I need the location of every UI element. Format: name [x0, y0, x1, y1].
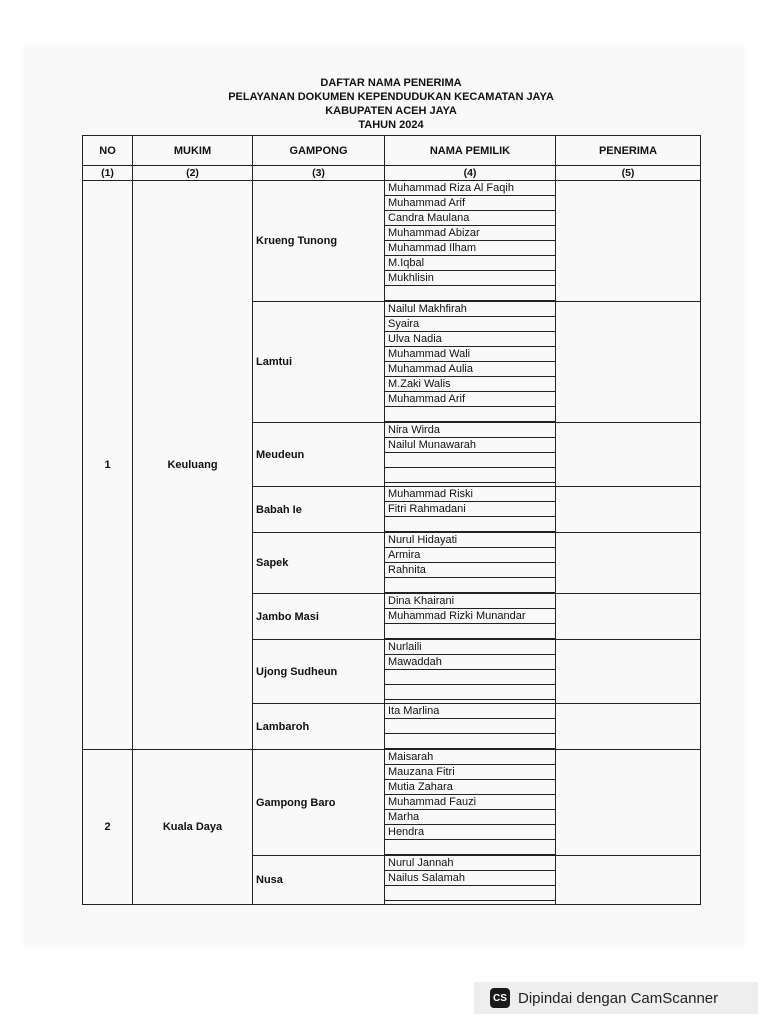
- owner-name-list: [385, 302, 555, 422]
- owner-name: Mawaddah: [385, 655, 555, 670]
- owner-name: Nailus Salamah: [385, 871, 555, 886]
- recipient-cell: [556, 423, 701, 487]
- owner-names-cell: [385, 533, 556, 594]
- column-number: (2): [133, 166, 253, 181]
- recipient-cell: [556, 594, 701, 640]
- owner-names-cell: [385, 302, 556, 423]
- owner-name: Syaira: [385, 317, 555, 332]
- owner-name-blank-line: [385, 624, 555, 639]
- recipient-cell: [556, 750, 701, 856]
- owner-name-list: [385, 750, 555, 855]
- owner-name-list: [385, 533, 555, 593]
- camscanner-watermark: [474, 982, 758, 1014]
- owner-name-blank-line: [385, 719, 555, 734]
- owner-name: Armira: [385, 548, 555, 563]
- owner-name: Mutia Zahara: [385, 780, 555, 795]
- mukim-name: Keuluang: [133, 181, 253, 750]
- camscanner-logo-icon: CS: [490, 988, 510, 1008]
- recipient-cell: [556, 856, 701, 905]
- mukim-name: Kuala Daya: [133, 750, 253, 905]
- header-title: DAFTAR NAMA PENERIMA: [320, 77, 462, 89]
- owner-name: Nailul Munawarah: [385, 438, 555, 453]
- gampong-name: Meudeun: [253, 423, 385, 487]
- owner-name: Nira Wirda: [385, 423, 555, 438]
- gampong-row: [83, 750, 701, 856]
- owner-name-blank-line: [385, 670, 555, 685]
- camscanner-text: Dipindai dengan CamScanner: [518, 989, 719, 1007]
- column-number: (1): [83, 166, 133, 181]
- gampong-row: [83, 181, 701, 302]
- owner-name-blank-line: [385, 453, 555, 468]
- owner-name: Maisarah: [385, 750, 555, 765]
- owner-name-blank-line: [385, 517, 555, 532]
- header-regency: KABUPATEN ACEH JAYA: [325, 105, 457, 117]
- column-number: (3): [253, 166, 385, 181]
- gampong-name: Sapek: [253, 533, 385, 594]
- recipient-cell: [556, 640, 701, 704]
- owner-names-cell: [385, 704, 556, 750]
- column-header-mukim: MUKIM: [133, 136, 253, 166]
- owner-names-cell: [385, 594, 556, 640]
- owner-name-blank-line: [385, 407, 555, 422]
- column-header-no: NO: [83, 136, 133, 166]
- owner-name-blank-line: [385, 286, 555, 301]
- owner-name: Muhammad Riza Al Faqih: [385, 181, 555, 196]
- mukim-number: 1: [83, 181, 133, 750]
- gampong-name: Nusa: [253, 856, 385, 905]
- owner-name: Mauzana Fitri: [385, 765, 555, 780]
- owner-name-blank-line: [385, 886, 555, 901]
- owner-name: Marha: [385, 810, 555, 825]
- owner-name-blank-line: [385, 734, 555, 749]
- header-subtitle: PELAYANAN DOKUMEN KEPENDUDUKAN KECAMATAN JAYA: [228, 91, 554, 103]
- owner-name: Rahnita: [385, 563, 555, 578]
- owner-name-blank-line: [385, 468, 555, 483]
- owner-name: M.Iqbal: [385, 256, 555, 271]
- owner-name-list: [385, 423, 555, 483]
- owner-name-list: [385, 487, 555, 532]
- owner-names-cell: [385, 487, 556, 533]
- mukim-number: 2: [83, 750, 133, 905]
- owner-name: Muhammad Wali: [385, 347, 555, 362]
- owner-name: M.Zaki Walis: [385, 377, 555, 392]
- owner-name: Ulva Nadia: [385, 332, 555, 347]
- column-header-row: [83, 136, 701, 166]
- owner-name: Muhammad Fauzi: [385, 795, 555, 810]
- column-header-penerima: PENERIMA: [556, 136, 701, 166]
- owner-names-cell: [385, 640, 556, 704]
- gampong-name: Lambaroh: [253, 704, 385, 750]
- owner-name-list: [385, 594, 555, 639]
- gampong-name: Krueng Tunong: [253, 181, 385, 302]
- owner-name: Muhammad Aulia: [385, 362, 555, 377]
- owner-name: Nurul Jannah: [385, 856, 555, 871]
- recipient-table: [82, 135, 701, 905]
- owner-name: Mukhlisin: [385, 271, 555, 286]
- recipient-cell: [556, 533, 701, 594]
- owner-names-cell: [385, 423, 556, 487]
- owner-name: Nurlaili: [385, 640, 555, 655]
- owner-name-list: [385, 856, 555, 901]
- column-number: (5): [556, 166, 701, 181]
- owner-name: Hendra: [385, 825, 555, 840]
- owner-name: Dina Khairani: [385, 594, 555, 609]
- header-year: TAHUN 2024: [358, 119, 424, 131]
- owner-names-cell: [385, 856, 556, 905]
- owner-name: Muhammad Rizki Munandar: [385, 609, 555, 624]
- recipient-cell: [556, 181, 701, 302]
- owner-name: Candra Maulana: [385, 211, 555, 226]
- owner-name: Fitri Rahmadani: [385, 502, 555, 517]
- owner-name: Muhammad Riski: [385, 487, 555, 502]
- owner-name-list: [385, 181, 555, 301]
- owner-name: Nailul Makhfirah: [385, 302, 555, 317]
- gampong-name: Jambo Masi: [253, 594, 385, 640]
- owner-name: Muhammad Abizar: [385, 226, 555, 241]
- owner-name: Muhammad Arif: [385, 196, 555, 211]
- owner-name-list: [385, 704, 555, 749]
- gampong-name: Gampong Baro: [253, 750, 385, 856]
- gampong-name: Babah Ie: [253, 487, 385, 533]
- owner-names-cell: [385, 181, 556, 302]
- owner-name: Muhammad Ilham: [385, 241, 555, 256]
- owner-name-blank-line: [385, 685, 555, 700]
- column-header-gampong: GAMPONG: [253, 136, 385, 166]
- document-header: [82, 76, 700, 132]
- owner-name-list: [385, 640, 555, 700]
- owner-name-blank-line: [385, 578, 555, 593]
- recipient-cell: [556, 487, 701, 533]
- owner-names-cell: [385, 750, 556, 856]
- column-number: (4): [385, 166, 556, 181]
- column-header-nama-pemilik: NAMA PEMILIK: [385, 136, 556, 166]
- gampong-name: Lamtui: [253, 302, 385, 423]
- recipient-cell: [556, 302, 701, 423]
- recipient-cell: [556, 704, 701, 750]
- owner-name: Muhammad Arif: [385, 392, 555, 407]
- owner-name: Nurul Hidayati: [385, 533, 555, 548]
- gampong-name: Ujong Sudheun: [253, 640, 385, 704]
- owner-name: Ita Marlina: [385, 704, 555, 719]
- column-number-row: [83, 166, 701, 181]
- owner-name-blank-line: [385, 840, 555, 855]
